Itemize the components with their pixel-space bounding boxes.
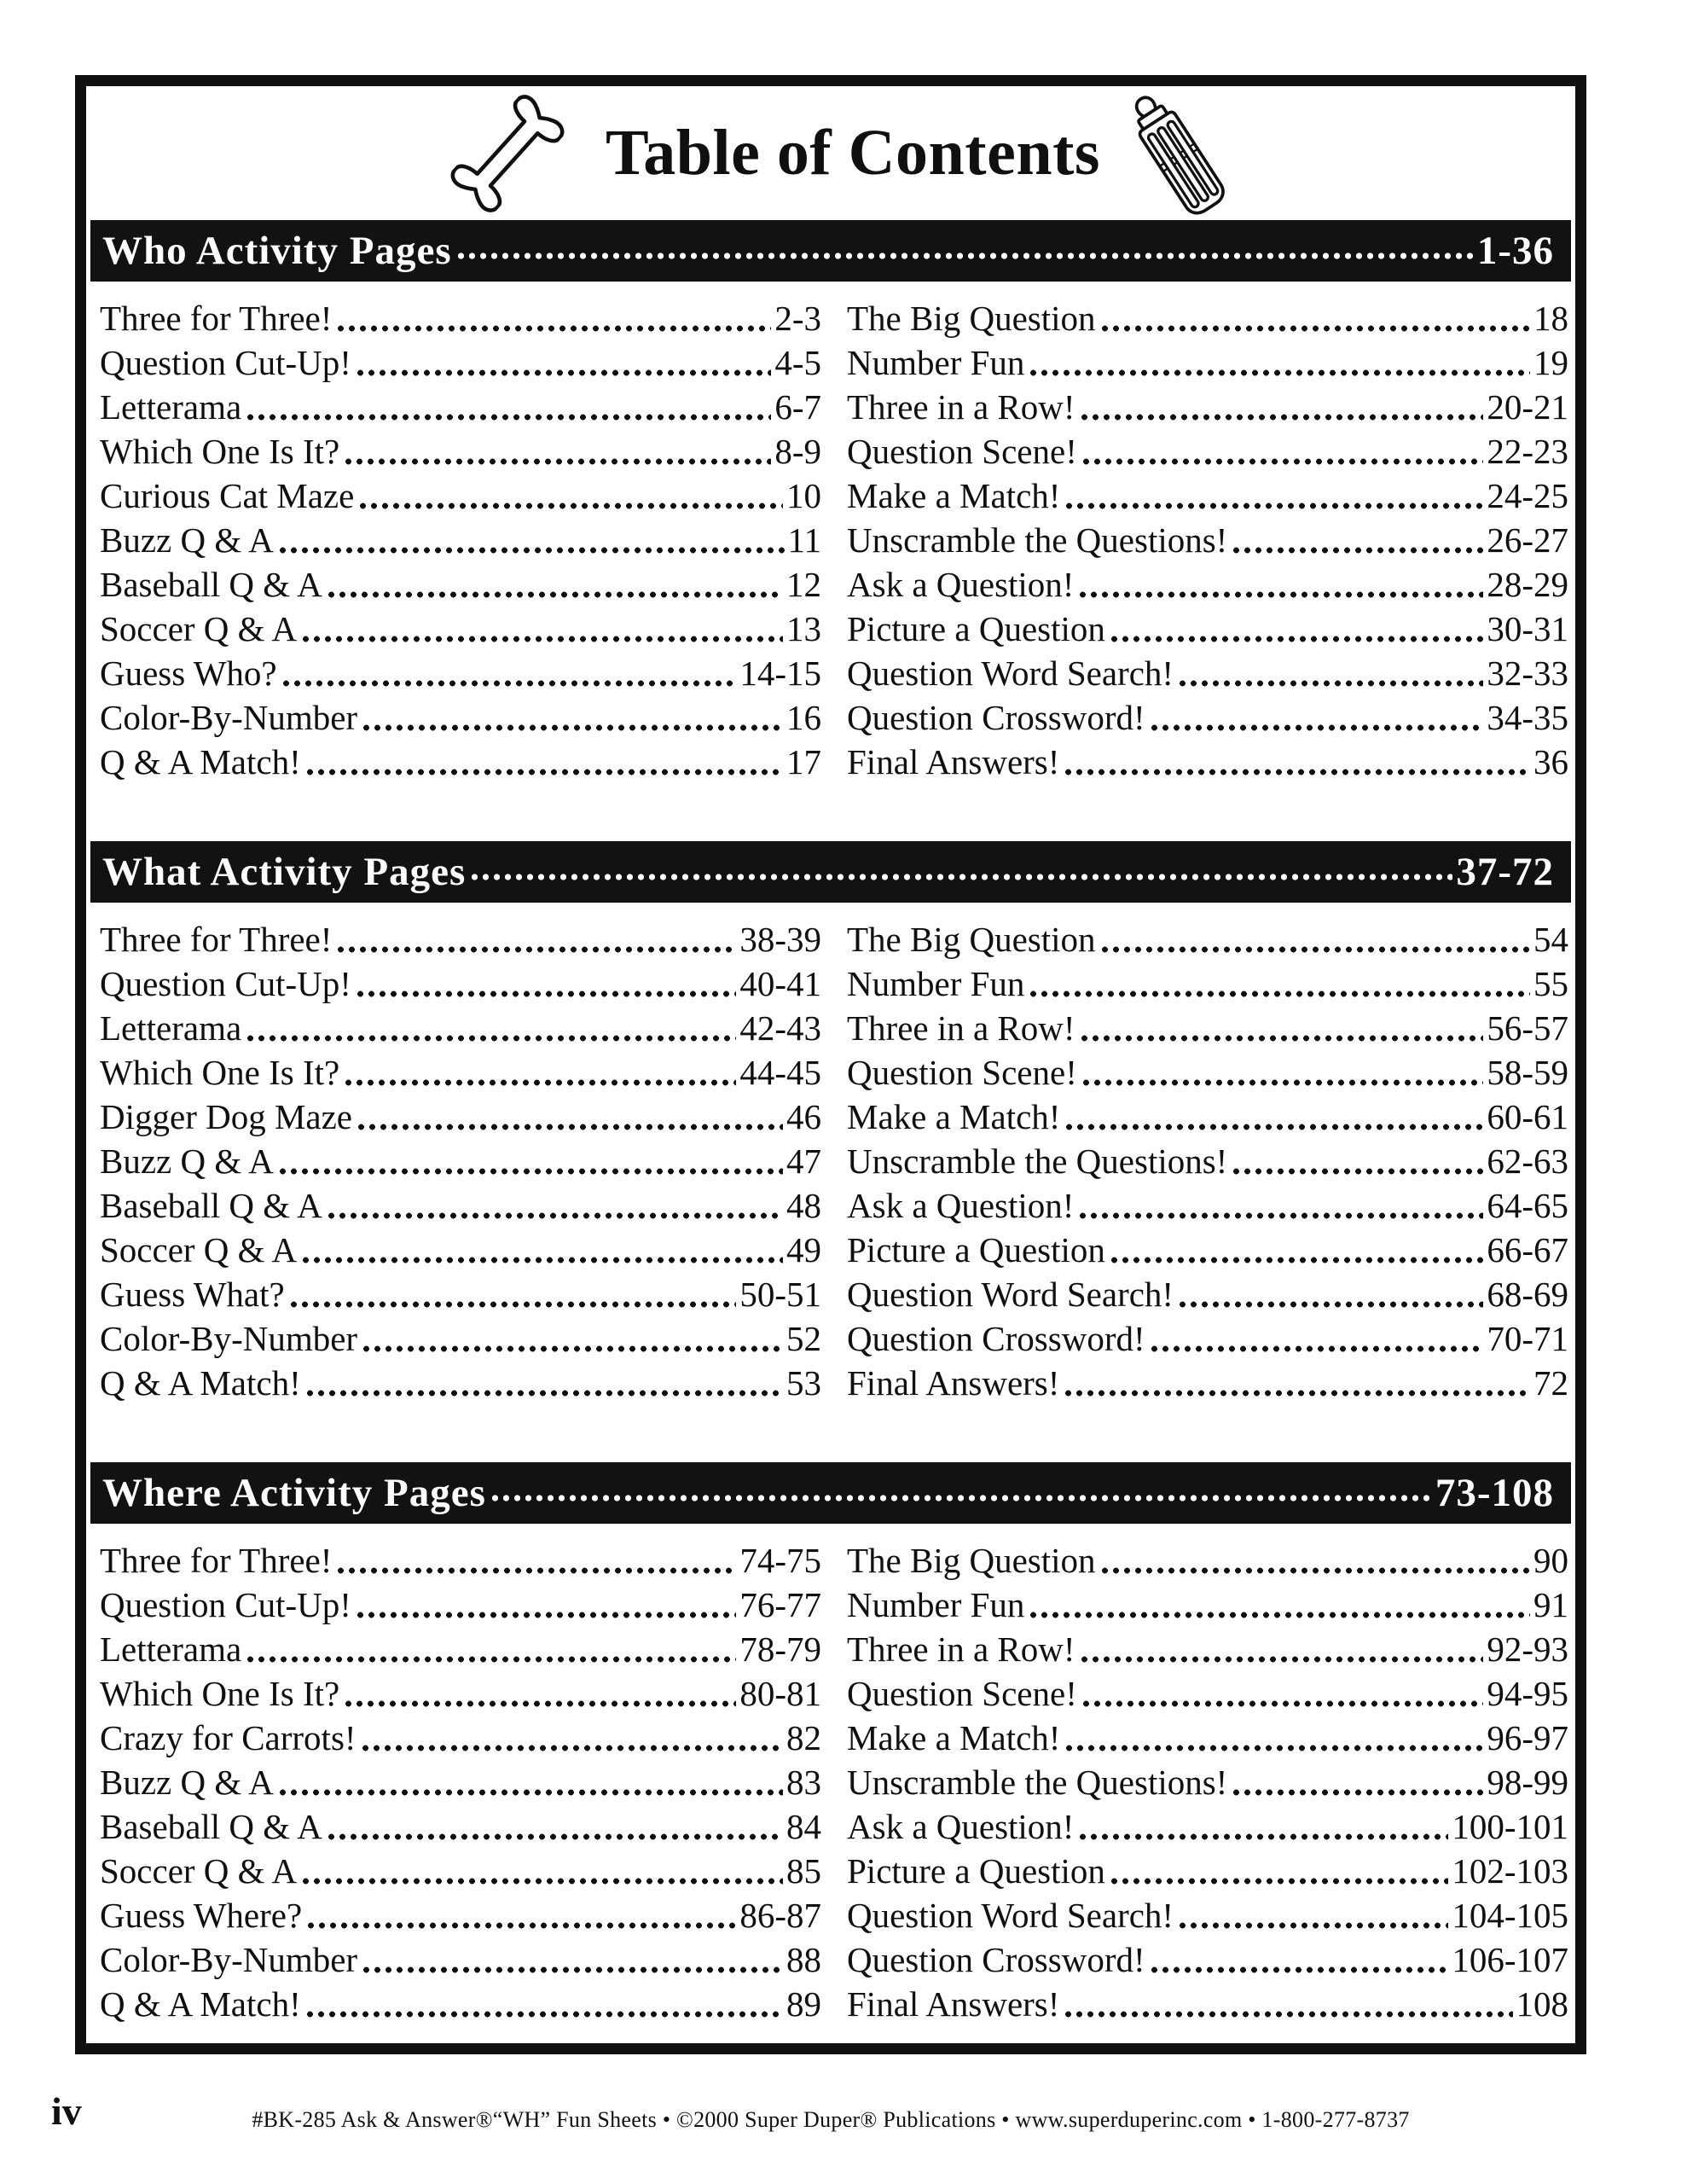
toc-entry	[847, 1048, 1568, 1092]
toc-entry	[100, 959, 821, 1003]
dot-leader	[343, 1065, 736, 1092]
toc-entry-pages: 58-59	[1487, 1052, 1568, 1092]
footer-page-number: iv	[51, 2089, 82, 2133]
dot-leader	[1064, 1730, 1483, 1757]
toc-entry-pages: 89	[786, 1984, 821, 2024]
toc-entry-pages: 22-23	[1487, 431, 1568, 471]
toc-entry-pages: 28-29	[1487, 564, 1568, 604]
toc-entry	[100, 382, 821, 427]
dot-leader	[1109, 621, 1483, 648]
toc-entry-label: Question Word Search!	[847, 1274, 1174, 1314]
toc-entry-label: Three for Three!	[100, 298, 333, 338]
toc-entry-pages: 34-35	[1487, 697, 1568, 737]
toc-section-where	[86, 1462, 1575, 2024]
toc-entry-label: Crazy for Carrots!	[100, 1717, 357, 1757]
dot-leader	[277, 532, 785, 560]
baby-bottle-icon	[1108, 76, 1244, 230]
toc-entry-label: Soccer Q & A	[100, 1229, 298, 1269]
toc-entry-label: Letterama	[100, 1629, 242, 1669]
toc-entry-label: Final Answers!	[847, 1362, 1060, 1403]
toc-entry	[847, 1979, 1568, 2024]
toc-entry-label: Letterama	[100, 386, 242, 427]
toc-entry-label: The Big Question	[847, 919, 1096, 959]
toc-entry-pages: 102-103	[1452, 1850, 1568, 1891]
toc-entry-label: Which One Is It?	[100, 1673, 340, 1713]
toc-entry-label: Buzz Q & A	[100, 1762, 274, 1802]
what-right-column	[847, 915, 1568, 1403]
dot-leader	[277, 1153, 783, 1181]
dot-leader	[326, 1198, 783, 1225]
toc-entry	[847, 471, 1568, 515]
toc-entry-label: Ask a Question!	[847, 1806, 1075, 1846]
dot-leader	[326, 1819, 783, 1846]
section-header-bar-what	[90, 841, 1571, 903]
toc-entry-label: Unscramble the Questions!	[847, 520, 1228, 560]
toc-header	[86, 86, 1575, 220]
dot-leader	[1109, 1863, 1448, 1891]
dot-leader	[1177, 1908, 1448, 1935]
toc-entry-pages: 49	[786, 1229, 821, 1269]
dot-leader	[335, 311, 771, 338]
toc-entry-label: Guess What?	[100, 1274, 285, 1314]
dot-leader	[335, 1553, 736, 1580]
toc-entry	[100, 1269, 821, 1314]
toc-entry	[847, 1713, 1568, 1757]
toc-entry	[100, 1136, 821, 1181]
toc-entry-label: Ask a Question!	[847, 1185, 1075, 1225]
toc-entry	[847, 1003, 1568, 1048]
toc-entry-pages: 20-21	[1487, 386, 1568, 427]
section-title: What Activity Pages	[102, 850, 467, 894]
toc-entry	[847, 293, 1568, 338]
toc-entry-label: The Big Question	[847, 298, 1096, 338]
who-left-column	[100, 293, 821, 781]
dot-leader	[1099, 1553, 1530, 1580]
toc-entry	[100, 1048, 821, 1092]
toc-entry-pages: 83	[786, 1762, 821, 1802]
toc-entry-label: Picture a Question	[847, 1229, 1105, 1269]
toc-entry	[847, 427, 1568, 471]
toc-entry-pages: 30-31	[1487, 608, 1568, 648]
toc-entry-pages: 84	[786, 1806, 821, 1846]
toc-entry-pages: 47	[786, 1141, 821, 1181]
what-left-column	[100, 915, 821, 1403]
toc-entry-label: Picture a Question	[847, 1850, 1105, 1891]
dot-leader	[1149, 710, 1484, 737]
toc-entry-pages: 6-7	[774, 386, 821, 427]
toc-entry	[847, 693, 1568, 737]
dot-leader	[1231, 1153, 1483, 1181]
toc-entry-label: Q & A Match!	[100, 741, 301, 781]
toc-entry	[847, 1136, 1568, 1181]
toc-entry-pages: 98-99	[1487, 1762, 1568, 1802]
toc-entry	[847, 1269, 1568, 1314]
toc-entry-label: The Big Question	[847, 1540, 1096, 1580]
dot-leader	[455, 236, 1474, 265]
toc-entry-pages: 66-67	[1487, 1229, 1568, 1269]
toc-entry-pages: 100-101	[1452, 1806, 1568, 1846]
dot-leader	[245, 399, 771, 427]
toc-entry-label: Three in a Row!	[847, 386, 1075, 427]
toc-entry	[847, 1225, 1568, 1269]
toc-entry	[100, 1181, 821, 1225]
toc-entry-label: Three for Three!	[100, 919, 333, 959]
toc-entry-label: Question Cut-Up!	[100, 1584, 351, 1624]
toc-entry-pages: 56-57	[1487, 1008, 1568, 1048]
dot-leader	[1028, 1597, 1530, 1624]
toc-entry-pages: 16	[786, 697, 821, 737]
toc-entry-pages: 90	[1533, 1540, 1568, 1580]
sections	[86, 220, 1575, 2024]
toc-entry	[847, 1181, 1568, 1225]
dot-leader	[355, 355, 771, 382]
dot-leader	[300, 1242, 783, 1269]
toc-entry-label: Unscramble the Questions!	[847, 1141, 1228, 1181]
bone-icon	[446, 90, 569, 217]
toc-entry-label: Baseball Q & A	[100, 564, 322, 604]
toc-entry-label: Question Crossword!	[847, 1939, 1145, 1979]
toc-entry-label: Soccer Q & A	[100, 608, 298, 648]
dot-leader	[1149, 1331, 1484, 1358]
toc-entry-pages: 76-77	[739, 1584, 821, 1624]
dot-leader	[490, 1478, 1432, 1507]
toc-entry-pages: 92-93	[1487, 1629, 1568, 1669]
toc-entry-pages: 36	[1533, 741, 1568, 781]
toc-entry	[100, 338, 821, 382]
toc-entry-pages: 4-5	[774, 342, 821, 382]
toc-entry-pages: 13	[786, 608, 821, 648]
toc-entry	[847, 382, 1568, 427]
dot-leader	[304, 754, 783, 781]
toc-entry-label: Which One Is It?	[100, 1052, 340, 1092]
toc-section-what	[86, 841, 1575, 1403]
toc-entry-label: Ask a Question!	[847, 564, 1075, 604]
toc-entry	[847, 737, 1568, 781]
where-right-column	[847, 1536, 1568, 2024]
toc-entry-label: Curious Cat Maze	[100, 475, 355, 515]
dot-leader	[304, 1375, 783, 1403]
toc-entry-pages: 62-63	[1487, 1141, 1568, 1181]
toc-entry-pages: 44-45	[739, 1052, 821, 1092]
toc-entry-pages: 106-107	[1452, 1939, 1568, 1979]
dot-leader	[1063, 1996, 1512, 2024]
toc-entry	[100, 915, 821, 959]
page-title: Table of Contents	[606, 117, 1100, 189]
toc-entry	[847, 604, 1568, 648]
dot-leader	[343, 1686, 736, 1713]
dot-leader	[1077, 1198, 1483, 1225]
section-header-bar-who	[90, 220, 1571, 282]
toc-entry	[847, 515, 1568, 560]
toc-entry-label: Question Scene!	[847, 1673, 1077, 1713]
toc-entry	[100, 693, 821, 737]
toc-entry-label: Question Word Search!	[847, 1895, 1174, 1935]
dot-leader	[1081, 1686, 1484, 1713]
dot-leader	[361, 1952, 783, 1979]
toc-entry	[847, 915, 1568, 959]
toc-entry-label: Guess Who?	[100, 653, 277, 693]
dot-leader	[355, 1597, 736, 1624]
dot-leader	[356, 1109, 783, 1136]
toc-entry-pages: 50-51	[739, 1274, 821, 1314]
toc-entry-pages: 2-3	[774, 298, 821, 338]
toc-entry-pages: 8-9	[774, 431, 821, 471]
toc-entry-label: Question Cut-Up!	[100, 963, 351, 1003]
toc-entry-label: Question Scene!	[847, 1052, 1077, 1092]
toc-entry	[847, 1624, 1568, 1669]
page-border-frame	[75, 75, 1586, 2054]
toc-entry	[100, 1225, 821, 1269]
toc-entry	[100, 471, 821, 515]
toc-entry	[847, 338, 1568, 382]
toc-entry-pages: 24-25	[1487, 475, 1568, 515]
dot-leader	[1099, 932, 1530, 959]
toc-entry-pages: 32-33	[1487, 653, 1568, 693]
toc-entry-pages: 68-69	[1487, 1274, 1568, 1314]
toc-entry-label: Buzz Q & A	[100, 520, 274, 560]
toc-entry	[100, 1935, 821, 1979]
dot-leader	[305, 1908, 736, 1935]
toc-entry-label: Digger Dog Maze	[100, 1096, 353, 1136]
toc-entry-label: Color-By-Number	[100, 697, 358, 737]
toc-entry	[847, 1846, 1568, 1891]
toc-entry	[847, 1935, 1568, 1979]
toc-entry	[847, 1536, 1568, 1580]
dot-leader	[1063, 754, 1530, 781]
toc-entry	[847, 1802, 1568, 1846]
toc-entry-label: Guess Where?	[100, 1895, 303, 1935]
dot-leader	[1081, 1065, 1484, 1092]
toc-entry-pages: 91	[1533, 1584, 1568, 1624]
toc-entry	[847, 1580, 1568, 1624]
dot-leader	[1081, 444, 1484, 471]
toc-entry-pages: 11	[787, 520, 821, 560]
dot-leader	[1077, 577, 1483, 604]
toc-entry	[100, 648, 821, 693]
toc-entry	[100, 1979, 821, 2024]
toc-entry-label: Final Answers!	[847, 741, 1060, 781]
toc-entry-label: Make a Match!	[847, 475, 1061, 515]
section-columns	[86, 282, 1575, 781]
dot-leader	[1177, 665, 1483, 693]
dot-leader	[335, 932, 736, 959]
toc-entry	[847, 1092, 1568, 1136]
toc-entry-label: Three in a Row!	[847, 1008, 1075, 1048]
section-page-range: 73-108	[1435, 1471, 1554, 1515]
toc-entry-pages: 96-97	[1487, 1717, 1568, 1757]
who-right-column	[847, 293, 1568, 781]
toc-entry	[100, 1757, 821, 1802]
toc-entry-pages: 86-87	[739, 1895, 821, 1935]
dot-leader	[361, 710, 783, 737]
toc-entry-label: Number Fun	[847, 963, 1025, 1003]
dot-leader	[1064, 488, 1483, 515]
toc-entry	[100, 1891, 821, 1935]
dot-leader	[245, 1020, 736, 1048]
toc-entry-label: Baseball Q & A	[100, 1185, 322, 1225]
toc-entry-pages: 64-65	[1487, 1185, 1568, 1225]
toc-entry-pages: 38-39	[739, 919, 821, 959]
dot-leader	[1231, 1774, 1483, 1802]
toc-entry-label: Question Crossword!	[847, 697, 1145, 737]
toc-entry	[100, 293, 821, 338]
toc-entry	[100, 515, 821, 560]
toc-entry-label: Three for Three!	[100, 1540, 333, 1580]
toc-entry-pages: 94-95	[1487, 1673, 1568, 1713]
dot-leader	[1028, 976, 1530, 1003]
toc-entry	[100, 1314, 821, 1358]
toc-entry-pages: 18	[1533, 298, 1568, 338]
toc-entry	[100, 604, 821, 648]
dot-leader	[1079, 1020, 1484, 1048]
toc-entry	[847, 560, 1568, 604]
toc-entry	[100, 1536, 821, 1580]
dot-leader	[1063, 1375, 1530, 1403]
toc-entry-label: Color-By-Number	[100, 1318, 358, 1358]
dot-leader	[300, 1863, 783, 1891]
toc-entry-label: Question Scene!	[847, 431, 1077, 471]
toc-entry-pages: 14-15	[739, 653, 821, 693]
toc-entry-pages: 46	[786, 1096, 821, 1136]
toc-entry	[847, 1669, 1568, 1713]
toc-entry-pages: 17	[786, 741, 821, 781]
toc-entry-label: Baseball Q & A	[100, 1806, 322, 1846]
section-columns	[86, 903, 1575, 1403]
toc-entry-label: Q & A Match!	[100, 1362, 301, 1403]
toc-entry	[100, 1624, 821, 1669]
toc-entry-pages: 70-71	[1487, 1318, 1568, 1358]
toc-entry-pages: 60-61	[1487, 1096, 1568, 1136]
section-title: Where Activity Pages	[102, 1471, 486, 1515]
toc-entry	[847, 1757, 1568, 1802]
dot-leader	[304, 1996, 783, 2024]
toc-entry	[100, 1669, 821, 1713]
dot-leader	[1079, 1641, 1484, 1669]
toc-entry	[847, 648, 1568, 693]
toc-entry-pages: 74-75	[739, 1540, 821, 1580]
toc-entry-pages: 78-79	[739, 1629, 821, 1669]
toc-entry-label: Picture a Question	[847, 608, 1105, 648]
dot-leader	[1177, 1287, 1483, 1314]
toc-entry-pages: 104-105	[1452, 1895, 1568, 1935]
section-page-range: 1-36	[1476, 229, 1554, 273]
dot-leader	[469, 857, 1452, 886]
dot-leader	[326, 577, 783, 604]
toc-entry-pages: 48	[786, 1185, 821, 1225]
toc-entry	[847, 1358, 1568, 1403]
toc-entry-label: Letterama	[100, 1008, 242, 1048]
toc-entry-label: Q & A Match!	[100, 1984, 301, 2024]
toc-entry	[100, 1092, 821, 1136]
dot-leader	[1077, 1819, 1448, 1846]
dot-leader	[360, 1730, 783, 1757]
toc-entry	[100, 1358, 821, 1403]
toc-entry	[100, 1580, 821, 1624]
toc-entry-label: Buzz Q & A	[100, 1141, 274, 1181]
dot-leader	[1079, 399, 1484, 427]
dot-leader	[1109, 1242, 1483, 1269]
toc-entry-pages: 88	[786, 1939, 821, 1979]
toc-entry-label: Question Word Search!	[847, 653, 1174, 693]
toc-entry-label: Number Fun	[847, 1584, 1025, 1624]
dot-leader	[245, 1641, 736, 1669]
footer-credit-line: #BK-285 Ask & Answer®“WH” Fun Sheets • ©2000 Super Duper® Publications • www.superduperinc.com • 1-800-277-8737	[252, 2107, 1410, 2132]
section-columns	[86, 1524, 1575, 2024]
section-header-bar-where	[90, 1462, 1571, 1524]
dot-leader	[281, 665, 737, 693]
toc-entry	[847, 1314, 1568, 1358]
toc-entry	[100, 1003, 821, 1048]
toc-entry-pages: 40-41	[739, 963, 821, 1003]
toc-entry-pages: 53	[786, 1362, 821, 1403]
dot-leader	[1028, 355, 1530, 382]
dot-leader	[357, 488, 783, 515]
toc-entry	[847, 1891, 1568, 1935]
toc-entry	[100, 1846, 821, 1891]
toc-entry-label: Three in a Row!	[847, 1629, 1075, 1669]
toc-entry	[100, 427, 821, 471]
dot-leader	[1064, 1109, 1483, 1136]
dot-leader	[1099, 311, 1530, 338]
toc-entry-pages: 108	[1516, 1984, 1568, 2024]
toc-entry-pages: 85	[786, 1850, 821, 1891]
toc-entry	[100, 1713, 821, 1757]
toc-entry-pages: 82	[786, 1717, 821, 1757]
toc-entry	[100, 560, 821, 604]
toc-entry	[100, 737, 821, 781]
dot-leader	[277, 1774, 783, 1802]
dot-leader	[1149, 1952, 1449, 1979]
dot-leader	[288, 1287, 737, 1314]
toc-entry	[100, 1802, 821, 1846]
toc-entry-pages: 12	[786, 564, 821, 604]
toc-entry-label: Make a Match!	[847, 1096, 1061, 1136]
toc-entry-label: Soccer Q & A	[100, 1850, 298, 1891]
toc-entry-pages: 80-81	[739, 1673, 821, 1713]
toc-section-who	[86, 220, 1575, 781]
toc-entry-label: Question Crossword!	[847, 1318, 1145, 1358]
toc-entry-pages: 19	[1533, 342, 1568, 382]
toc-entry-label: Color-By-Number	[100, 1939, 358, 1979]
dot-leader	[361, 1331, 783, 1358]
dot-leader	[300, 621, 783, 648]
dot-leader	[343, 444, 771, 471]
dot-leader	[1231, 532, 1483, 560]
section-title: Who Activity Pages	[102, 229, 452, 273]
toc-entry-pages: 42-43	[739, 1008, 821, 1048]
toc-entry-label: Which One Is It?	[100, 431, 340, 471]
toc-entry-label: Number Fun	[847, 342, 1025, 382]
toc-entry-pages: 55	[1533, 963, 1568, 1003]
section-page-range: 37-72	[1456, 850, 1554, 894]
toc-entry-pages: 72	[1533, 1362, 1568, 1403]
toc-entry-pages: 10	[786, 475, 821, 515]
toc-entry-pages: 54	[1533, 919, 1568, 959]
toc-entry-pages: 52	[786, 1318, 821, 1358]
toc-entry-label: Question Cut-Up!	[100, 342, 351, 382]
toc-entry-label: Make a Match!	[847, 1717, 1061, 1757]
toc-entry-label: Unscramble the Questions!	[847, 1762, 1228, 1802]
toc-entry	[847, 959, 1568, 1003]
where-left-column	[100, 1536, 821, 2024]
dot-leader	[355, 976, 736, 1003]
toc-entry-pages: 26-27	[1487, 520, 1568, 560]
toc-entry-label: Final Answers!	[847, 1984, 1060, 2024]
